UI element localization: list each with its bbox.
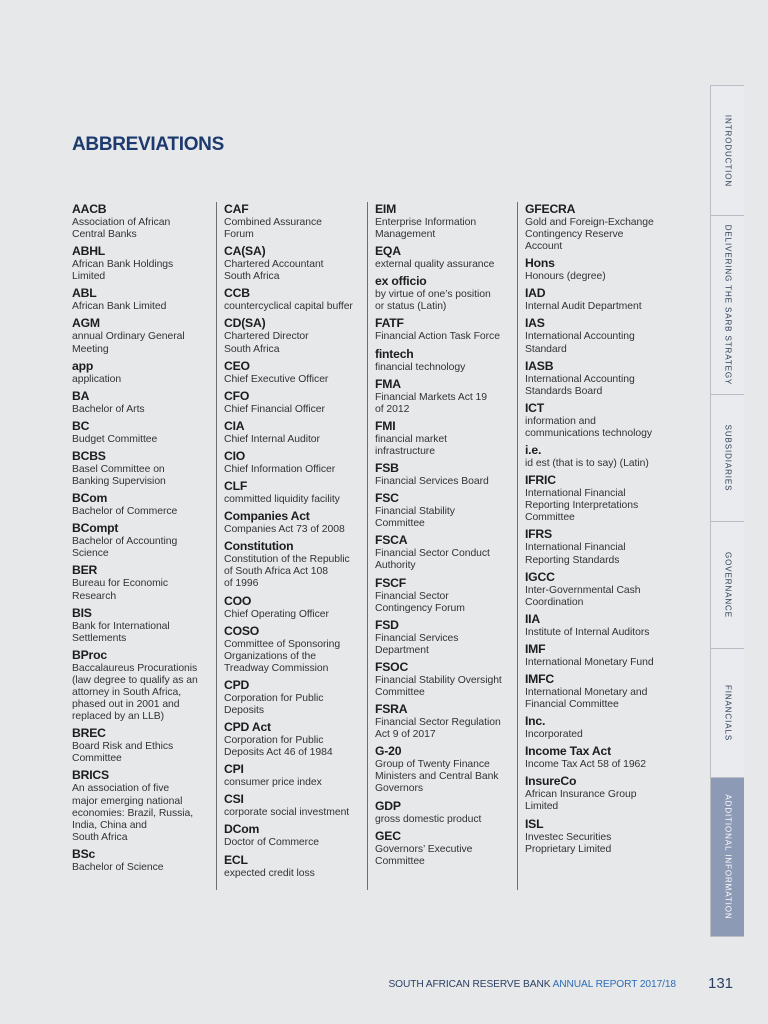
abbreviation-definition: African Insurance Group Limited	[525, 789, 637, 813]
abbreviation-term: BER	[72, 563, 98, 578]
abbreviation-entry	[525, 612, 657, 639]
abbreviation-term: IASB	[525, 358, 554, 373]
abbreviation-entry	[375, 377, 507, 416]
abbreviation-term: ABL	[72, 286, 97, 301]
abbreviation-entry	[224, 678, 356, 717]
abbreviation-term: FSD	[375, 617, 399, 632]
tab-delivering-the-sarb-strategy[interactable]	[711, 216, 744, 395]
abbreviation-definition: Group of Twenty Finance Ministers and Central Bank Governors	[375, 759, 499, 795]
abbreviation-term: ISL	[525, 816, 544, 831]
abbreviation-entry	[525, 527, 657, 566]
abbreviation-term: CPI	[224, 762, 244, 777]
abbreviation-term: FSB	[375, 461, 399, 476]
abbreviation-term: BCom	[72, 491, 108, 506]
abbreviation-entry	[72, 244, 212, 283]
abbreviation-definition: Chief Financial Officer	[224, 403, 325, 415]
abbreviation-definition: African Bank Limited	[72, 301, 167, 313]
abbreviation-entry	[224, 720, 356, 759]
abbreviation-term: DCom	[224, 822, 260, 837]
abbreviation-entry	[224, 286, 356, 313]
abbreviation-definition: African Bank Holdings Limited	[72, 259, 174, 283]
abbreviation-entry	[72, 648, 212, 723]
abbreviation-term: IAS	[525, 316, 545, 331]
abbreviation-term: Inc.	[525, 714, 546, 729]
abbreviation-entry	[72, 847, 212, 874]
footer-report-title	[388, 979, 676, 990]
abbreviation-definition: Financial Services Board	[375, 476, 489, 488]
abbreviations-column-4	[517, 202, 657, 890]
tab-label: FINANCIALS	[723, 684, 732, 742]
abbreviation-entry	[72, 449, 212, 488]
abbreviation-term: BCompt	[72, 521, 119, 536]
abbreviation-term: Hons	[525, 256, 555, 271]
abbreviations-column-1	[72, 202, 212, 877]
abbreviation-entry	[525, 256, 657, 283]
abbreviation-definition: International Financial Reporting Interpretations Committee	[525, 488, 639, 524]
abbreviation-term: FMA	[375, 376, 401, 391]
abbreviation-term: BProc	[72, 647, 107, 662]
abbreviation-term: AACB	[72, 202, 107, 216]
abbreviation-entry	[72, 726, 212, 765]
abbreviation-entry	[224, 594, 356, 621]
abbreviation-entry	[224, 624, 356, 675]
abbreviation-term: Companies Act	[224, 509, 310, 524]
abbreviation-entry	[525, 359, 657, 398]
abbreviation-definition: by virtue of one’s position or status (Latin)	[375, 289, 491, 313]
abbreviation-term: IFRIC	[525, 473, 556, 488]
abbreviation-term: CIA	[224, 418, 245, 433]
abbreviation-entry	[525, 570, 657, 609]
abbreviation-term: EIM	[375, 202, 397, 216]
abbreviation-definition: corporate social investment	[224, 807, 350, 819]
abbreviation-definition: Financial Stability Oversight Committee	[375, 674, 502, 698]
abbreviation-entry	[72, 359, 212, 386]
abbreviation-term: CLF	[224, 479, 248, 494]
abbreviations-column-2	[216, 202, 356, 890]
abbreviation-term: BSc	[72, 846, 96, 861]
tab-introduction[interactable]	[711, 86, 744, 216]
abbreviation-entry	[375, 202, 507, 241]
abbreviation-entry	[224, 822, 356, 849]
abbreviation-entry	[525, 473, 657, 524]
abbreviation-entry	[224, 792, 356, 819]
abbreviation-term: CA(SA)	[224, 244, 266, 259]
abbreviation-definition: International Monetary and Financial Committee	[525, 686, 648, 711]
tab-label: GOVERNANCE	[723, 552, 732, 618]
abbreviation-definition: gross domestic product	[375, 813, 482, 825]
abbreviation-entry	[375, 744, 507, 795]
abbreviation-term: IGCC	[525, 569, 555, 584]
abbreviation-term: BRICS	[72, 768, 109, 783]
abbreviation-definition: Combined Assurance Forum	[224, 217, 322, 241]
abbreviation-term: CEO	[224, 358, 250, 373]
abbreviation-term: CCB	[224, 286, 250, 301]
abbreviation-entry	[224, 853, 356, 880]
abbreviation-definition: financial market infrastructure	[375, 433, 447, 457]
abbreviation-term: GFECRA	[525, 202, 576, 216]
abbreviation-entry	[375, 419, 507, 458]
abbreviation-entry	[72, 491, 212, 518]
abbreviation-entry	[224, 244, 356, 283]
abbreviation-entry	[375, 274, 507, 313]
abbreviation-term: GDP	[375, 798, 401, 813]
tab-governance[interactable]	[711, 522, 744, 649]
page-title: ABBREVIATIONS	[72, 134, 224, 155]
abbreviation-term: FATF	[375, 316, 404, 331]
abbreviation-definition: International Financial Reporting Standards	[525, 542, 626, 566]
abbreviation-definition: Chief Operating Officer	[224, 608, 329, 620]
abbreviation-definition: An association of five major emerging national economies: Brazil, Russia, India, China and South Africa	[72, 783, 194, 843]
abbreviation-term: ABHL	[72, 244, 106, 259]
abbreviation-definition: Investec Securities Proprietary Limited	[525, 831, 612, 855]
abbreviation-entry	[72, 521, 212, 560]
abbreviation-term: ex officio	[375, 274, 427, 289]
abbreviation-definition: Financial Stability Committee	[375, 506, 455, 530]
abbreviation-definition: Enterprise Information Management	[375, 217, 477, 241]
abbreviation-entry	[525, 774, 657, 813]
abbreviation-definition: Inter-Governmental Cash Coordination	[525, 584, 641, 608]
abbreviation-term: BREC	[72, 726, 106, 741]
abbreviation-definition: Bachelor of Accounting Science	[72, 536, 178, 560]
abbreviation-term: Income Tax Act	[525, 744, 611, 759]
abbreviation-definition: Corporation for Public Deposits Act 46 of 1984	[224, 735, 333, 759]
abbreviation-term: BC	[72, 418, 90, 433]
abbreviation-definition: Financial Action Task Force	[375, 331, 500, 343]
abbreviation-entry	[72, 389, 212, 416]
abbreviation-term: GEC	[375, 828, 401, 843]
abbreviation-entry	[375, 533, 507, 572]
abbreviation-entry	[72, 202, 212, 241]
abbreviation-term: CPD Act	[224, 720, 271, 735]
abbreviation-entry	[525, 401, 657, 440]
abbreviation-definition: Doctor of Commerce	[224, 837, 319, 849]
abbreviation-entry	[375, 461, 507, 488]
abbreviation-definition: Bank for International Settlements	[72, 620, 170, 644]
abbreviation-entry	[375, 660, 507, 699]
abbreviation-term: IFRS	[525, 527, 552, 542]
abbreviation-definition: Committee of Sponsoring Organizations of the Treadway Commission	[224, 638, 341, 674]
tab-subsidiaries[interactable]	[711, 395, 744, 522]
tab-label: DELIVERING THE SARB STRATEGY	[723, 224, 732, 386]
abbreviation-term: BIS	[72, 605, 92, 620]
abbreviation-entry	[375, 316, 507, 343]
abbreviation-entry	[375, 491, 507, 530]
abbreviation-definition: expected credit loss	[224, 867, 315, 879]
abbreviation-definition: Financial Markets Act 19 of 2012	[375, 391, 487, 415]
abbreviation-entry	[375, 618, 507, 657]
abbreviation-entry	[525, 443, 657, 470]
abbreviation-definition: Institute of Internal Auditors	[525, 626, 650, 638]
abbreviation-definition: information and communications technology	[525, 415, 652, 439]
abbreviation-entry	[72, 563, 212, 602]
abbreviation-definition: Corporation for Public Deposits	[224, 692, 324, 716]
abbreviation-entry	[224, 316, 356, 355]
abbreviation-definition: Gold and Foreign-Exchange Contingency Reserve Account	[525, 217, 654, 253]
abbreviation-term: COSO	[224, 623, 260, 638]
abbreviation-entry	[72, 316, 212, 355]
footer-org: SOUTH AFRICAN RESERVE BANK	[388, 979, 551, 990]
abbreviation-definition: International Accounting Standard	[525, 331, 635, 355]
abbreviation-entry	[224, 359, 356, 386]
abbreviation-definition: International Accounting Standards Board	[525, 373, 635, 397]
abbreviation-definition: Chief Internal Auditor	[224, 433, 320, 445]
abbreviation-definition: Bureau for Economic Research	[72, 578, 169, 602]
abbreviation-definition: committed liquidity facility	[224, 494, 340, 506]
abbreviation-term: AGM	[72, 316, 100, 331]
abbreviation-definition: Association of African Central Banks	[72, 217, 171, 241]
abbreviation-entry	[224, 419, 356, 446]
abbreviation-term: CPD	[224, 677, 250, 692]
abbreviation-definition: countercyclical capital buffer	[224, 301, 353, 313]
abbreviation-definition: Basel Committee on Banking Supervision	[72, 463, 166, 488]
abbreviation-entry	[525, 672, 657, 711]
abbreviation-definition: Incorporated	[525, 729, 583, 741]
abbreviation-entry	[525, 714, 657, 741]
abbreviation-entry	[525, 642, 657, 669]
abbreviation-term: IMF	[525, 641, 546, 656]
abbreviation-term: BA	[72, 388, 90, 403]
abbreviation-entry	[525, 817, 657, 856]
abbreviation-term: CFO	[224, 388, 250, 403]
footer-report: ANNUAL REPORT 2017/18	[552, 979, 676, 990]
abbreviation-definition: Budget Committee	[72, 433, 158, 445]
abbreviation-definition: Financial Sector Contingency Forum	[375, 590, 465, 614]
abbreviation-term: G-20	[375, 744, 402, 759]
abbreviation-entry	[375, 799, 507, 826]
abbreviation-entry	[224, 479, 356, 506]
abbreviation-definition: Honours (degree)	[525, 271, 606, 283]
abbreviation-term: BCBS	[72, 448, 106, 463]
abbreviation-entry	[224, 762, 356, 789]
abbreviation-entry	[525, 286, 657, 313]
tab-label: ADDITIONAL INFORMATION	[723, 794, 732, 920]
tab-label: INTRODUCTION	[723, 114, 732, 187]
abbreviation-term: CD(SA)	[224, 316, 266, 331]
abbreviation-entry	[375, 244, 507, 271]
abbreviation-definition: International Monetary Fund	[525, 656, 654, 668]
abbreviation-definition: financial technology	[375, 361, 466, 373]
abbreviation-term: FSCA	[375, 533, 408, 548]
abbreviation-term: ECL	[224, 852, 248, 867]
abbreviation-definition: Chartered Director South Africa	[224, 331, 309, 355]
abbreviation-term: COO	[224, 593, 252, 608]
abbreviation-definition: Bachelor of Commerce	[72, 506, 178, 518]
abbreviation-definition: Chief Executive Officer	[224, 373, 329, 385]
abbreviation-entry	[375, 576, 507, 615]
abbreviation-definition: id est (that is to say) (Latin)	[525, 458, 649, 470]
abbreviation-entry	[224, 449, 356, 476]
abbreviation-definition: Internal Audit Department	[525, 301, 642, 313]
abbreviation-term: Constitution	[224, 539, 294, 554]
abbreviation-entry	[72, 419, 212, 446]
abbreviation-term: IMFC	[525, 671, 554, 686]
abbreviation-term: CAF	[224, 202, 249, 216]
tab-financials[interactable]	[711, 649, 744, 778]
abbreviation-entry	[224, 202, 356, 241]
abbreviation-term: app	[72, 358, 94, 373]
tab-label: SUBSIDIARIES	[723, 424, 732, 492]
abbreviation-definition: annual Ordinary General Meeting	[72, 331, 185, 355]
abbreviation-definition: Financial Sector Conduct Authority	[375, 548, 490, 572]
abbreviation-term: CSI	[224, 792, 244, 807]
abbreviation-entry	[525, 744, 657, 771]
section-tabs	[710, 85, 744, 937]
abbreviation-term: IAD	[525, 286, 546, 301]
abbreviation-entry	[375, 829, 507, 868]
abbreviation-definition: Chief Information Officer	[224, 463, 336, 475]
abbreviation-definition: application	[72, 373, 122, 385]
abbreviation-term: FMI	[375, 418, 396, 433]
abbreviation-term: FSCF	[375, 575, 407, 590]
abbreviation-entry	[72, 606, 212, 645]
abbreviation-term: IIA	[525, 611, 540, 626]
abbreviation-definition: Board Risk and Ethics Committee	[72, 741, 174, 765]
page-number: 131	[708, 975, 734, 992]
abbreviation-term: CIO	[224, 448, 246, 463]
abbreviation-definition: Companies Act 73 of 2008	[224, 524, 345, 536]
abbreviation-term: FSC	[375, 491, 399, 506]
abbreviation-entry	[224, 539, 356, 590]
abbreviation-term: InsureCo	[525, 774, 577, 789]
abbreviation-definition: Bachelor of Science	[72, 861, 164, 873]
abbreviation-entry	[224, 389, 356, 416]
abbreviation-definition: Chartered Accountant South Africa	[224, 259, 324, 283]
abbreviation-term: i.e.	[525, 443, 542, 458]
abbreviation-entry	[525, 202, 657, 253]
abbreviation-entry	[72, 286, 212, 313]
abbreviation-entry	[525, 316, 657, 355]
abbreviation-term: FSRA	[375, 702, 408, 717]
abbreviations-column-3	[367, 202, 507, 890]
abbreviation-definition: Baccalaureus Procurationis (law degree to qualify as an attorney in South Africa, phased out in 2001 and replaced by an LLB)	[72, 662, 198, 723]
abbreviation-term: FSOC	[375, 659, 409, 674]
abbreviation-definition: Governors’ Executive Committee	[375, 843, 473, 867]
abbreviation-definition: Financial Sector Regulation Act 9 of 2017	[375, 717, 501, 741]
abbreviation-definition: Financial Services Department	[375, 632, 459, 656]
abbreviation-definition: Constitution of the Republic of South Africa Act 108 of 1996	[224, 554, 350, 590]
abbreviation-term: fintech	[375, 346, 414, 361]
abbreviation-entry	[72, 768, 212, 843]
abbreviation-definition: Bachelor of Arts	[72, 403, 145, 415]
abbreviation-term: ICT	[525, 400, 545, 415]
abbreviation-definition: Income Tax Act 58 of 1962	[525, 759, 647, 771]
abbreviation-definition: consumer price index	[224, 777, 322, 789]
abbreviation-entry	[224, 509, 356, 536]
abbreviation-definition: external quality assurance	[375, 259, 495, 271]
tab-additional-information[interactable]	[711, 778, 744, 937]
abbreviation-term: EQA	[375, 244, 401, 259]
abbreviation-entry	[375, 347, 507, 374]
abbreviation-entry	[375, 702, 507, 741]
